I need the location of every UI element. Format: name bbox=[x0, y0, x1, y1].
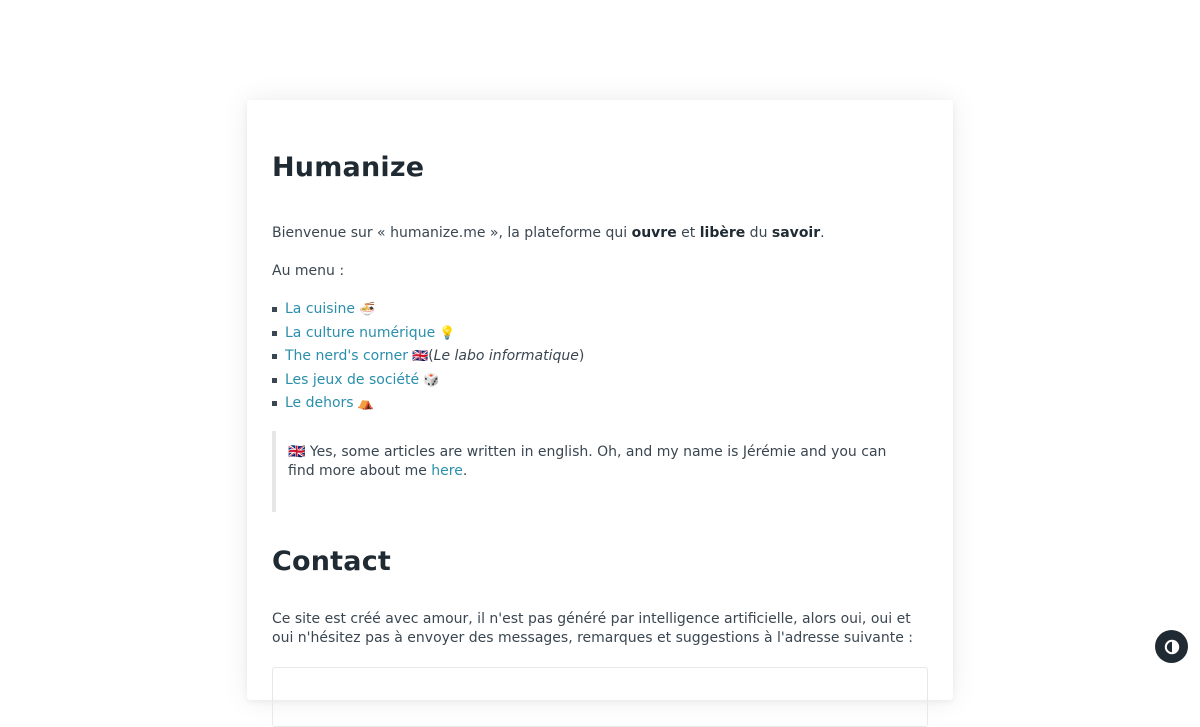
intro-word-libere: libère bbox=[699, 225, 746, 241]
nerds-corner-note: (Le labo informatique) bbox=[428, 348, 585, 365]
intro-mid1: et bbox=[676, 225, 700, 241]
bullet-icon bbox=[272, 378, 277, 383]
uk-flag-icon: 🇬🇧 bbox=[411, 349, 429, 365]
uk-flag-icon: 🇬🇧 bbox=[288, 444, 306, 460]
theme-toggle-button[interactable] bbox=[1155, 630, 1188, 663]
menu-item-culture-numerique bbox=[272, 324, 584, 348]
nerds-corner-note-text: Le labo informatique bbox=[433, 348, 579, 365]
bullet-icon bbox=[272, 331, 277, 336]
menu-link-nerds-corner[interactable]: The nerd's corner bbox=[285, 348, 408, 365]
contact-paragraph: Ce site est créé avec amour, il n'est pas généré par intelligence artificielle, alors oui, oui et oui n'hésitez pas à envoyer des messages, remarques et suggestions à l'adresse suivante : bbox=[272, 611, 913, 646]
menu-link-jeux-de-societe[interactable]: Les jeux de société bbox=[285, 371, 420, 388]
menu-link-cuisine[interactable]: La cuisine bbox=[285, 301, 355, 317]
menu-link-culture-numerique[interactable]: La culture numérique bbox=[285, 324, 436, 341]
intro-suffix: . bbox=[820, 225, 825, 241]
quote-text: Yes, some articles are written in english. Oh, and my name is Jérémie and you can find more about me bbox=[288, 444, 887, 479]
about-me-link[interactable]: here bbox=[431, 463, 463, 479]
main-card bbox=[247, 100, 953, 700]
intro-word-savoir: savoir bbox=[771, 225, 821, 241]
page-title: Humanize bbox=[272, 152, 425, 183]
contact-heading: Contact bbox=[272, 546, 392, 577]
contrast-icon bbox=[1164, 639, 1180, 655]
menu-list bbox=[272, 300, 584, 418]
menu-link-dehors[interactable]: Le dehors bbox=[285, 395, 354, 412]
quote-end: . bbox=[462, 463, 468, 479]
intro-word-ouvre: ouvre bbox=[631, 225, 677, 241]
contact-address-box bbox=[272, 667, 928, 727]
dice-emoji-icon: 🎲 bbox=[423, 372, 440, 388]
intro-mid2: du bbox=[745, 225, 772, 241]
bullet-icon bbox=[272, 354, 277, 359]
intro-prefix: Bienvenue sur « humanize.me », la plateforme qui bbox=[272, 225, 632, 241]
menu-item-jeux-de-societe bbox=[272, 371, 584, 395]
lightbulb-emoji-icon: 💡 bbox=[439, 325, 456, 341]
english-note-quote bbox=[272, 431, 928, 512]
tent-emoji-icon: ⛺ bbox=[357, 396, 374, 412]
menu-item-dehors bbox=[272, 394, 584, 418]
bullet-icon bbox=[272, 307, 277, 312]
intro-paragraph bbox=[272, 224, 928, 243]
noodles-emoji-icon: 🍜 bbox=[358, 302, 376, 317]
bullet-icon bbox=[272, 401, 277, 406]
menu-label: Au menu : bbox=[272, 263, 345, 279]
menu-item-cuisine bbox=[272, 300, 584, 324]
menu-item-nerds-corner bbox=[272, 347, 584, 371]
